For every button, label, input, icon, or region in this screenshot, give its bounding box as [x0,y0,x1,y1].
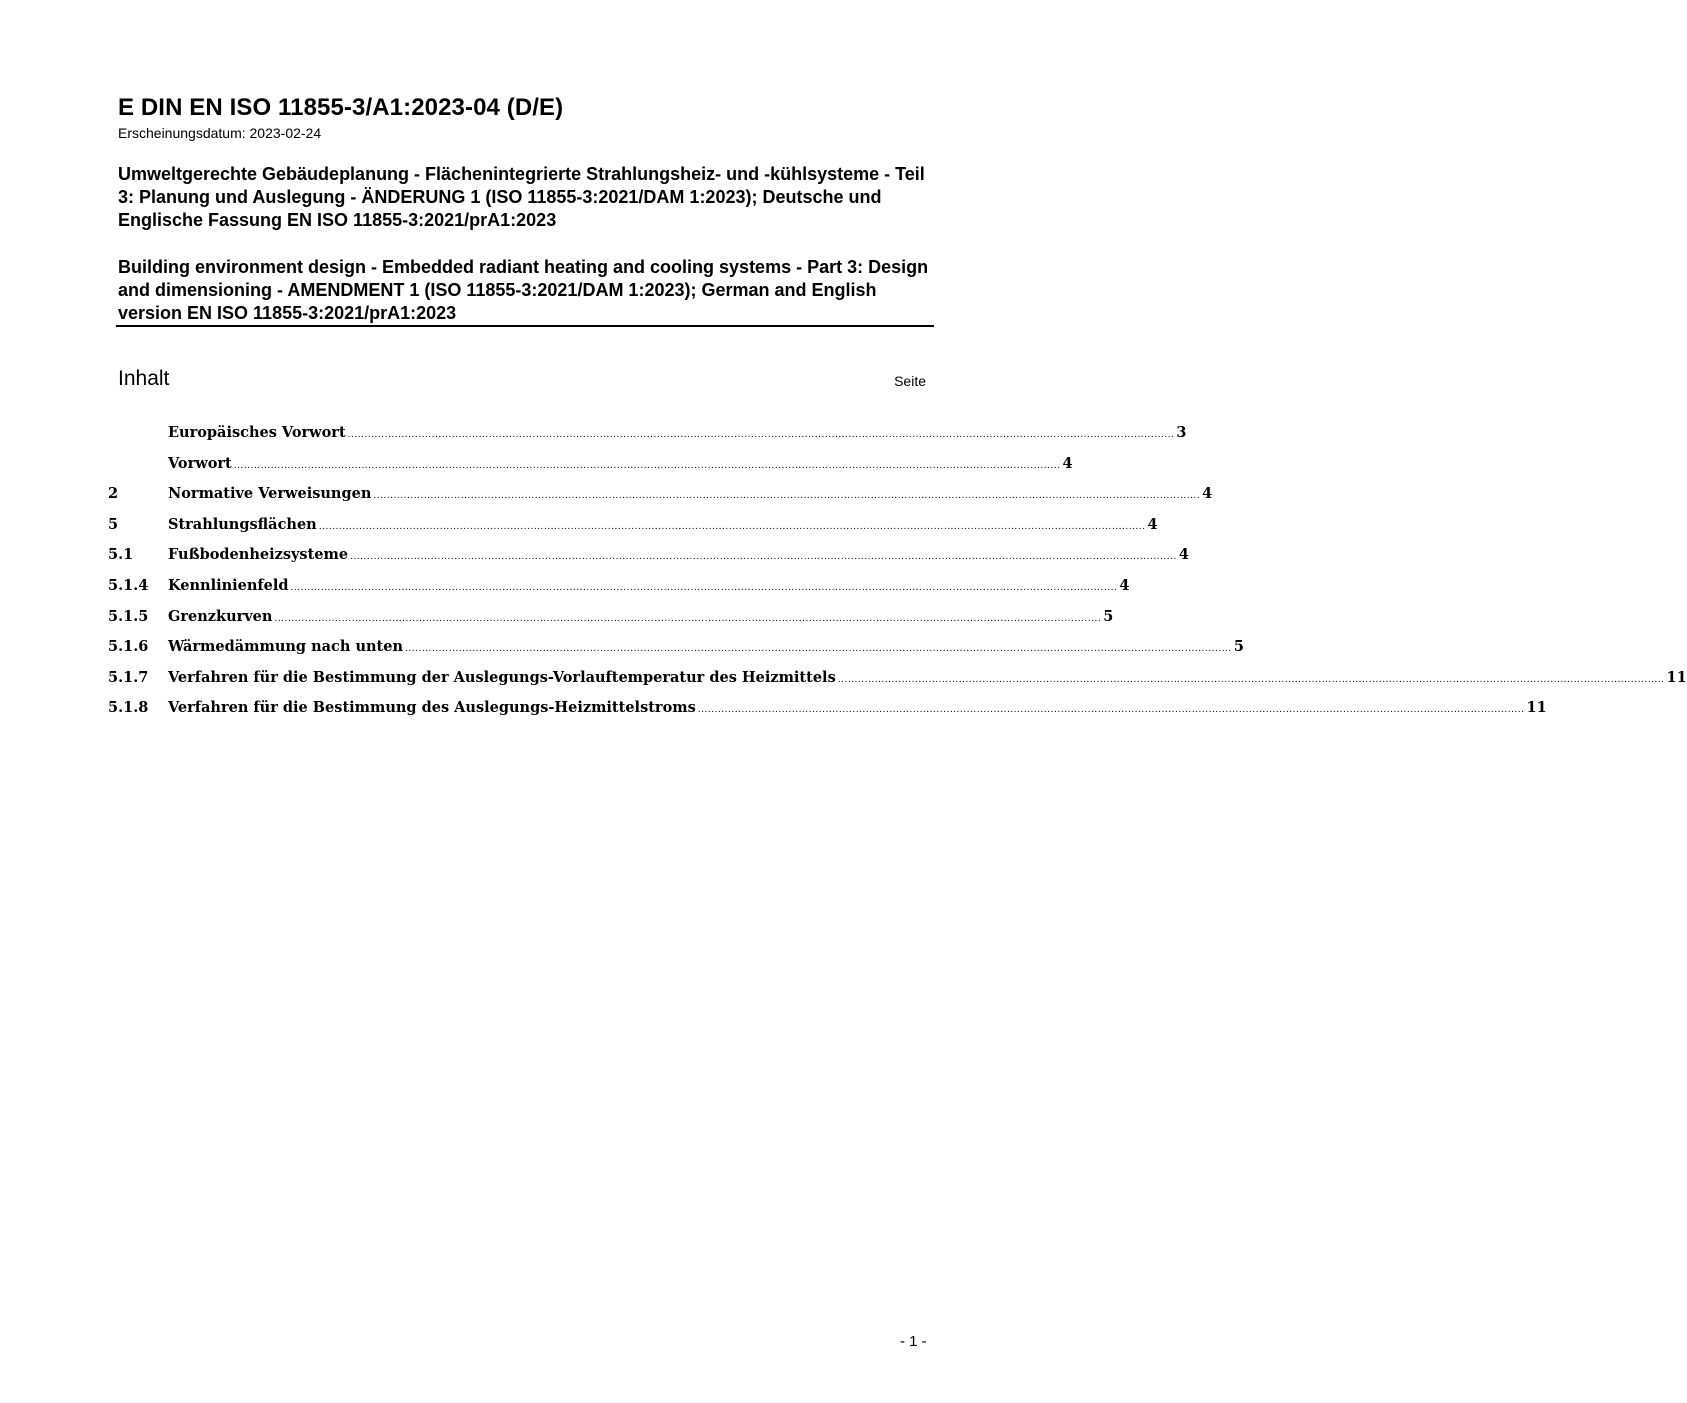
toc-entry-number: 5.1.5 [108,607,149,625]
toc-entry-title: Verfahren für die Bestimmung des Auslegungs-Heizmittelstroms [168,699,696,717]
toc-leader-dots [838,669,1665,686]
toc-entry-number: 5.1.6 [108,638,149,656]
toc-entry[interactable] [108,699,1547,730]
toc-entry[interactable] [108,638,1244,669]
toc-leader-dots [291,577,1118,594]
toc-entry-page: 4 [1062,454,1073,472]
toc-leader-dots [405,638,1232,655]
toc-entry-page: 5 [1233,638,1244,656]
toc-entry[interactable] [108,668,1687,700]
document-id: E DIN EN ISO 11855-3/A1:2023-04 (D/E) [118,94,564,121]
toc-entry-page: 11 [1666,668,1687,686]
toc-entry-title: Vorwort [168,454,232,472]
toc-entry[interactable] [108,454,1073,486]
toc-entry-title: Fußbodenheizsysteme [168,546,349,564]
toc-leader-dots [274,608,1101,625]
toc-leader-dots [350,546,1177,563]
toc-entry-page: 4 [1147,515,1158,533]
toc-leader-dots [348,424,1175,441]
toc-entry-number: 5.1.4 [108,576,149,594]
toc-entry-title: Strahlungsflächen [168,515,317,533]
toc-leader-dots [319,516,1146,533]
toc-entry-page: 4 [1202,485,1213,503]
toc-leader-dots [234,455,1061,472]
toc-entry-title: Verfahren für die Bestimmung der Auslegungs-Vorlauftemperatur des Heizmittels [168,668,836,686]
toc-entry-number: 5.1.7 [108,668,149,686]
toc-entry[interactable] [108,424,1187,455]
title-divider [116,325,934,327]
page-number: - 1 - [900,1333,927,1350]
toc-leader-dots [373,485,1200,502]
title-english: Building environment design - Embedded radiant heating and cooling systems - Part 3: Design and dimensioning - AMENDMENT 1 (ISO 11855-3:2021/DAM 1:2023); German and English version EN ISO 11855-3:2021/prA1:2023 [118,257,929,323]
toc-heading: Inhalt [118,367,170,390]
toc-entry[interactable] [108,515,1158,547]
toc-entry-page: 5 [1103,607,1114,625]
toc-entry-title: Wärmedämmung nach unten [168,638,404,656]
title-german: Umweltgerechte Gebäudeplanung - Flächenintegrierte Strahlungsheiz- und -kühlsysteme - Teil 3: Planung und Auslegung - ÄNDERUNG 1 (ISO 11855-3:2021/DAM 1:2023); Deutsche und Englische Fassung EN ISO 11855-3:2021/prA1:2023 [118,164,925,230]
toc-entry-number: 5 [108,515,119,533]
toc-entry[interactable] [108,607,1114,639]
toc-entry[interactable] [108,546,1189,577]
toc-entry-title: Kennlinienfeld [168,576,289,594]
toc-leader-dots [698,699,1525,716]
toc-entry-page: 3 [1176,424,1187,441]
toc-entry[interactable] [108,485,1213,516]
publication-date: Erscheinungsdatum: 2023-02-24 [118,125,322,141]
table-of-contents [108,424,1687,730]
toc-entry-title: Normative Verweisungen [168,485,372,503]
toc-page-column-label: Seite [894,373,926,389]
toc-entry-page: 11 [1526,699,1547,717]
toc-entry-number: 2 [108,485,119,503]
toc-entry-page: 4 [1178,546,1189,564]
toc-entry[interactable] [108,576,1130,608]
toc-entry-title: Europäisches Vorwort [168,424,346,441]
toc-entry-page: 4 [1119,576,1130,594]
toc-entry-title: Grenzkurven [168,607,273,625]
toc-entry-number: 5.1.8 [108,699,149,717]
toc-entry-number: 5.1 [108,546,134,564]
